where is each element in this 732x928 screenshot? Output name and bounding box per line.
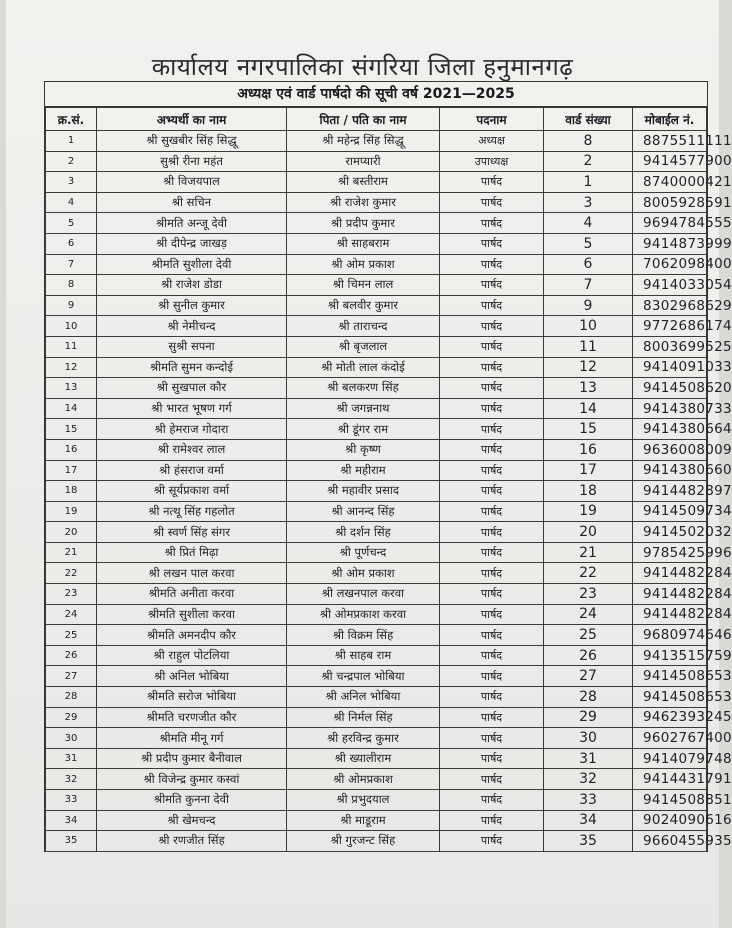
father-husband-name-cell: श्री बलवीर कुमार bbox=[287, 295, 440, 316]
mobile-number-cell: 9414508653 bbox=[633, 687, 707, 708]
table-row bbox=[46, 316, 707, 337]
table-header-row bbox=[46, 108, 707, 131]
father-husband-name-cell: श्री मोती लाल कंदोई bbox=[287, 357, 440, 378]
list-title: अध्यक्ष एवं वार्ड पार्षदो की सूची वर्ष 2021—2025 bbox=[45, 82, 707, 107]
serial-number-cell: 29 bbox=[46, 707, 97, 728]
mobile-number-cell: 9414380664 bbox=[633, 419, 707, 440]
candidate-name-cell: श्रीमति अन्जू देवी bbox=[97, 213, 287, 234]
father-husband-name-cell: श्री बलकरण सिंह bbox=[287, 378, 440, 399]
designation-cell: पार्षद bbox=[440, 810, 544, 831]
table-row bbox=[46, 481, 707, 502]
table-row bbox=[46, 645, 707, 666]
serial-number-cell: 10 bbox=[46, 316, 97, 337]
father-husband-name-cell: श्री गुरजन्ट सिंह bbox=[287, 831, 440, 852]
ward-number-cell: 7 bbox=[544, 275, 633, 296]
table-row bbox=[46, 419, 707, 440]
designation-cell: पार्षद bbox=[440, 357, 544, 378]
mobile-number-cell: 9414482897 bbox=[633, 481, 707, 502]
ward-number-cell: 25 bbox=[544, 625, 633, 646]
mobile-number-cell: 9772686174 bbox=[633, 316, 707, 337]
table-row bbox=[46, 769, 707, 790]
mobile-number-cell: 9414482284 bbox=[633, 563, 707, 584]
header-designation: पदनाम bbox=[440, 108, 544, 131]
designation-cell: पार्षद bbox=[440, 481, 544, 502]
father-husband-name-cell: श्री निर्मल सिंह bbox=[287, 707, 440, 728]
candidate-name-cell: श्री दीपेन्द्र जाखड़ bbox=[97, 233, 287, 254]
father-husband-name-cell: श्री माडूराम bbox=[287, 810, 440, 831]
table-row bbox=[46, 398, 707, 419]
ward-number-cell: 23 bbox=[544, 584, 633, 605]
mobile-number-cell: 9414033054 bbox=[633, 275, 707, 296]
father-husband-name-cell: श्री विक्रम सिंह bbox=[287, 625, 440, 646]
father-husband-name-cell: श्री दर्शन सिंह bbox=[287, 522, 440, 543]
table-row bbox=[46, 233, 707, 254]
candidate-name-cell: श्री विजेन्द्र कुमार कस्वां bbox=[97, 769, 287, 790]
designation-cell: पार्षद bbox=[440, 501, 544, 522]
ward-number-cell: 27 bbox=[544, 666, 633, 687]
document-sheet bbox=[6, 0, 732, 928]
designation-cell: अध्यक्ष bbox=[440, 131, 544, 152]
ward-number-cell: 13 bbox=[544, 378, 633, 399]
candidate-name-cell: श्री स्वर्ण सिंह संगर bbox=[97, 522, 287, 543]
mobile-number-cell: 8302968629 bbox=[633, 295, 707, 316]
father-husband-name-cell: श्री ओमप्रकाश करवा bbox=[287, 604, 440, 625]
candidate-name-cell: श्री विजयपाल bbox=[97, 172, 287, 193]
serial-number-cell: 22 bbox=[46, 563, 97, 584]
ward-number-cell: 8 bbox=[544, 131, 633, 152]
councillor-list bbox=[44, 81, 732, 852]
candidate-name-cell: सुश्री रीना महंत bbox=[97, 151, 287, 172]
ward-number-cell: 28 bbox=[544, 687, 633, 708]
ward-number-cell: 29 bbox=[544, 707, 633, 728]
serial-number-cell: 8 bbox=[46, 275, 97, 296]
table-row bbox=[46, 790, 707, 811]
mobile-number-cell: 8875511111 bbox=[633, 131, 707, 152]
serial-number-cell: 2 bbox=[46, 151, 97, 172]
candidate-name-cell: श्री खेमचन्द bbox=[97, 810, 287, 831]
serial-number-cell: 6 bbox=[46, 233, 97, 254]
serial-number-cell: 14 bbox=[46, 398, 97, 419]
candidate-name-cell: श्री राहुल पोटलिया bbox=[97, 645, 287, 666]
ward-number-cell: 15 bbox=[544, 419, 633, 440]
ward-number-cell: 10 bbox=[544, 316, 633, 337]
serial-number-cell: 19 bbox=[46, 501, 97, 522]
designation-cell: पार्षद bbox=[440, 666, 544, 687]
father-husband-name-cell: श्री ताराचन्द bbox=[287, 316, 440, 337]
father-husband-name-cell: श्री ओम प्रकाश bbox=[287, 563, 440, 584]
table-row bbox=[46, 687, 707, 708]
serial-number-cell: 4 bbox=[46, 192, 97, 213]
serial-number-cell: 35 bbox=[46, 831, 97, 852]
table-row bbox=[46, 439, 707, 460]
candidate-name-cell: श्री सचिन bbox=[97, 192, 287, 213]
ward-number-cell: 16 bbox=[544, 439, 633, 460]
ward-number-cell: 33 bbox=[544, 790, 633, 811]
mobile-number-cell: 9414508851 bbox=[633, 790, 707, 811]
table-row bbox=[46, 604, 707, 625]
ward-number-cell: 6 bbox=[544, 254, 633, 275]
serial-number-cell: 11 bbox=[46, 336, 97, 357]
mobile-number-cell: 9462393245 bbox=[633, 707, 707, 728]
mobile-number-cell: 9414508653 bbox=[633, 666, 707, 687]
ward-number-cell: 12 bbox=[544, 357, 633, 378]
table-row bbox=[46, 625, 707, 646]
father-husband-name-cell: रामप्यारी bbox=[287, 151, 440, 172]
mobile-number-cell: 9414380733 bbox=[633, 398, 707, 419]
father-husband-name-cell: श्री ओमप्रकाश bbox=[287, 769, 440, 790]
father-husband-name-cell: श्री पूर्णचन्द bbox=[287, 542, 440, 563]
candidate-name-cell: श्री रामेश्वर लाल bbox=[97, 439, 287, 460]
table-row bbox=[46, 748, 707, 769]
ward-number-cell: 32 bbox=[544, 769, 633, 790]
designation-cell: पार्षद bbox=[440, 254, 544, 275]
candidate-name-cell: श्री नेमीचन्द bbox=[97, 316, 287, 337]
table-row bbox=[46, 254, 707, 275]
table-row bbox=[46, 542, 707, 563]
father-husband-name-cell: श्री बस्तीराम bbox=[287, 172, 440, 193]
councillor-table bbox=[45, 107, 732, 852]
designation-cell: पार्षद bbox=[440, 275, 544, 296]
ward-number-cell: 17 bbox=[544, 460, 633, 481]
header-father-husband-name: पिता / पति का नाम bbox=[287, 108, 440, 131]
mobile-number-cell: 9414380660 bbox=[633, 460, 707, 481]
candidate-name-cell: श्रीमति मीनू गर्ग bbox=[97, 728, 287, 749]
father-husband-name-cell: श्री हरविन्द्र कुमार bbox=[287, 728, 440, 749]
table-row bbox=[46, 707, 707, 728]
designation-cell: उपाध्यक्ष bbox=[440, 151, 544, 172]
candidate-name-cell: श्री अनिल भोबिया bbox=[97, 666, 287, 687]
serial-number-cell: 7 bbox=[46, 254, 97, 275]
serial-number-cell: 33 bbox=[46, 790, 97, 811]
serial-number-cell: 21 bbox=[46, 542, 97, 563]
mobile-number-cell: 9636008009 bbox=[633, 439, 707, 460]
header-ward-number: वार्ड संख्या bbox=[544, 108, 633, 131]
father-husband-name-cell: श्री प्रदीप कुमार bbox=[287, 213, 440, 234]
designation-cell: पार्षद bbox=[440, 604, 544, 625]
mobile-number-cell: 9785425996 bbox=[633, 542, 707, 563]
mobile-number-cell: 9414079748 bbox=[633, 748, 707, 769]
ward-number-cell: 1 bbox=[544, 172, 633, 193]
ward-number-cell: 34 bbox=[544, 810, 633, 831]
ward-number-cell: 2 bbox=[544, 151, 633, 172]
candidate-name-cell: श्री प्रितं मिढ़ा bbox=[97, 542, 287, 563]
designation-cell: पार्षद bbox=[440, 563, 544, 584]
designation-cell: पार्षद bbox=[440, 460, 544, 481]
ward-number-cell: 19 bbox=[544, 501, 633, 522]
table-row bbox=[46, 172, 707, 193]
father-husband-name-cell: श्री लखनपाल करवा bbox=[287, 584, 440, 605]
father-husband-name-cell: श्री बृजलाल bbox=[287, 336, 440, 357]
father-husband-name-cell: श्री आनन्द सिंह bbox=[287, 501, 440, 522]
serial-number-cell: 17 bbox=[46, 460, 97, 481]
mobile-number-cell: 8005928591 bbox=[633, 192, 707, 213]
designation-cell: पार्षद bbox=[440, 192, 544, 213]
father-husband-name-cell: श्री महेन्द्र सिंह सिद्धू bbox=[287, 131, 440, 152]
ward-number-cell: 4 bbox=[544, 213, 633, 234]
ward-number-cell: 14 bbox=[544, 398, 633, 419]
mobile-number-cell: 9602767400 bbox=[633, 728, 707, 749]
serial-number-cell: 5 bbox=[46, 213, 97, 234]
mobile-number-cell: 9660455935 bbox=[633, 831, 707, 852]
designation-cell: पार्षद bbox=[440, 398, 544, 419]
mobile-number-cell: 7062098400 bbox=[633, 254, 707, 275]
table-row bbox=[46, 275, 707, 296]
table-row bbox=[46, 357, 707, 378]
designation-cell: पार्षद bbox=[440, 522, 544, 543]
ward-number-cell: 24 bbox=[544, 604, 633, 625]
table-row bbox=[46, 831, 707, 852]
ward-number-cell: 31 bbox=[544, 748, 633, 769]
designation-cell: पार्षद bbox=[440, 439, 544, 460]
designation-cell: पार्षद bbox=[440, 419, 544, 440]
father-husband-name-cell: श्री प्रभुदयाल bbox=[287, 790, 440, 811]
serial-number-cell: 31 bbox=[46, 748, 97, 769]
father-husband-name-cell: श्री महीराम bbox=[287, 460, 440, 481]
mobile-number-cell: 9414482284 bbox=[633, 604, 707, 625]
table-row bbox=[46, 460, 707, 481]
serial-number-cell: 12 bbox=[46, 357, 97, 378]
table-row bbox=[46, 563, 707, 584]
serial-number-cell: 23 bbox=[46, 584, 97, 605]
table-row bbox=[46, 522, 707, 543]
table-row bbox=[46, 213, 707, 234]
candidate-name-cell: श्रीमति सरोज भोबिया bbox=[97, 687, 287, 708]
candidate-name-cell: श्रीमति चरणजीत कौर bbox=[97, 707, 287, 728]
designation-cell: पार्षद bbox=[440, 728, 544, 749]
designation-cell: पार्षद bbox=[440, 316, 544, 337]
father-husband-name-cell: श्री चिमन लाल bbox=[287, 275, 440, 296]
candidate-name-cell: श्री लखन पाल करवा bbox=[97, 563, 287, 584]
father-husband-name-cell: श्री साहबराम bbox=[287, 233, 440, 254]
candidate-name-cell: श्रीमति सुशीला देवी bbox=[97, 254, 287, 275]
mobile-number-cell: 9414482284 bbox=[633, 584, 707, 605]
designation-cell: पार्षद bbox=[440, 707, 544, 728]
candidate-name-cell: श्रीमति सुमन कन्दोई bbox=[97, 357, 287, 378]
mobile-number-cell: 9680974646 bbox=[633, 625, 707, 646]
designation-cell: पार्षद bbox=[440, 295, 544, 316]
mobile-number-cell: 9694784555 bbox=[633, 213, 707, 234]
ward-number-cell: 18 bbox=[544, 481, 633, 502]
candidate-name-cell: श्री हेमराज गोदारा bbox=[97, 419, 287, 440]
table-row bbox=[46, 666, 707, 687]
table-row bbox=[46, 192, 707, 213]
father-husband-name-cell: श्री अनिल भोबिया bbox=[287, 687, 440, 708]
ward-number-cell: 9 bbox=[544, 295, 633, 316]
designation-cell: पार्षद bbox=[440, 584, 544, 605]
serial-number-cell: 1 bbox=[46, 131, 97, 152]
table-row bbox=[46, 336, 707, 357]
serial-number-cell: 24 bbox=[46, 604, 97, 625]
ward-number-cell: 22 bbox=[544, 563, 633, 584]
serial-number-cell: 27 bbox=[46, 666, 97, 687]
designation-cell: पार्षद bbox=[440, 378, 544, 399]
father-husband-name-cell: श्री जगन्ननाथ bbox=[287, 398, 440, 419]
designation-cell: पार्षद bbox=[440, 748, 544, 769]
mobile-number-cell: 9414508620 bbox=[633, 378, 707, 399]
ward-number-cell: 11 bbox=[544, 336, 633, 357]
designation-cell: पार्षद bbox=[440, 542, 544, 563]
office-title: कार्यालय नगरपालिका संगरिया जिला हनुमानगढ़ bbox=[151, 53, 574, 81]
table-row bbox=[46, 295, 707, 316]
candidate-name-cell: श्री सुनील कुमार bbox=[97, 295, 287, 316]
serial-number-cell: 16 bbox=[46, 439, 97, 460]
designation-cell: पार्षद bbox=[440, 645, 544, 666]
serial-number-cell: 28 bbox=[46, 687, 97, 708]
mobile-number-cell: 9414509734 bbox=[633, 501, 707, 522]
serial-number-cell: 34 bbox=[46, 810, 97, 831]
table-row bbox=[46, 728, 707, 749]
candidate-name-cell: श्री भारत भूषण गर्ग bbox=[97, 398, 287, 419]
mobile-number-cell: 9414873999 bbox=[633, 233, 707, 254]
candidate-name-cell: सुश्री सपना bbox=[97, 336, 287, 357]
candidate-name-cell: श्री रणजीत सिंह bbox=[97, 831, 287, 852]
designation-cell: पार्षद bbox=[440, 233, 544, 254]
designation-cell: पार्षद bbox=[440, 213, 544, 234]
designation-cell: पार्षद bbox=[440, 625, 544, 646]
candidate-name-cell: श्रीमति सुशीला करवा bbox=[97, 604, 287, 625]
ward-number-cell: 20 bbox=[544, 522, 633, 543]
candidate-name-cell: श्री हंसराज वर्मा bbox=[97, 460, 287, 481]
ward-number-cell: 21 bbox=[544, 542, 633, 563]
father-husband-name-cell: श्री महावीर प्रसाद bbox=[287, 481, 440, 502]
mobile-number-cell: 9414091033 bbox=[633, 357, 707, 378]
ward-number-cell: 3 bbox=[544, 192, 633, 213]
father-husband-name-cell: श्री साहब राम bbox=[287, 645, 440, 666]
candidate-name-cell: श्रीमति कुनना देवी bbox=[97, 790, 287, 811]
designation-cell: पार्षद bbox=[440, 172, 544, 193]
candidate-name-cell: श्री सुखपाल कौर bbox=[97, 378, 287, 399]
designation-cell: पार्षद bbox=[440, 687, 544, 708]
father-husband-name-cell: श्री डूंगर राम bbox=[287, 419, 440, 440]
table-row bbox=[46, 378, 707, 399]
header-candidate-name: अभ्यर्थी का नाम bbox=[97, 108, 287, 131]
serial-number-cell: 20 bbox=[46, 522, 97, 543]
mobile-number-cell: 8003699525 bbox=[633, 336, 707, 357]
serial-number-cell: 30 bbox=[46, 728, 97, 749]
serial-number-cell: 25 bbox=[46, 625, 97, 646]
table-row bbox=[46, 501, 707, 522]
table-row bbox=[46, 131, 707, 152]
ward-number-cell: 30 bbox=[544, 728, 633, 749]
header-serial: क्र.सं. bbox=[46, 108, 97, 131]
serial-number-cell: 26 bbox=[46, 645, 97, 666]
mobile-number-cell: 9413515759 bbox=[633, 645, 707, 666]
father-husband-name-cell: श्री कृष्ण bbox=[287, 439, 440, 460]
table-row bbox=[46, 151, 707, 172]
designation-cell: पार्षद bbox=[440, 790, 544, 811]
serial-number-cell: 3 bbox=[46, 172, 97, 193]
table-row bbox=[46, 810, 707, 831]
mobile-number-cell: 9024090616 bbox=[633, 810, 707, 831]
header-mobile-number: मोबाईल नं. bbox=[633, 108, 707, 131]
table-body bbox=[46, 131, 732, 852]
ward-number-cell: 35 bbox=[544, 831, 633, 852]
candidate-name-cell: श्रीमति अनीता करवा bbox=[97, 584, 287, 605]
candidate-name-cell: श्री राजेश डोडा bbox=[97, 275, 287, 296]
ward-number-cell: 26 bbox=[544, 645, 633, 666]
serial-number-cell: 13 bbox=[46, 378, 97, 399]
father-husband-name-cell: श्री ओम प्रकाश bbox=[287, 254, 440, 275]
designation-cell: पार्षद bbox=[440, 336, 544, 357]
candidate-name-cell: श्री प्रदीप कुमार बैनीवाल bbox=[97, 748, 287, 769]
table-row bbox=[46, 584, 707, 605]
serial-number-cell: 32 bbox=[46, 769, 97, 790]
candidate-name-cell: श्री सूर्यप्रकाश वर्मा bbox=[97, 481, 287, 502]
candidate-name-cell: श्री नत्थू सिंह गहलोत bbox=[97, 501, 287, 522]
serial-number-cell: 18 bbox=[46, 481, 97, 502]
designation-cell: पार्षद bbox=[440, 769, 544, 790]
designation-cell: पार्षद bbox=[440, 831, 544, 852]
candidate-name-cell: श्री सुखबीर सिंह सिद्धू bbox=[97, 131, 287, 152]
candidate-name-cell: श्रीमति अमनदीप कौर bbox=[97, 625, 287, 646]
ward-number-cell: 5 bbox=[544, 233, 633, 254]
father-husband-name-cell: श्री चन्द्रपाल भोबिया bbox=[287, 666, 440, 687]
mobile-number-cell: 9414502032 bbox=[633, 522, 707, 543]
serial-number-cell: 15 bbox=[46, 419, 97, 440]
serial-number-cell: 9 bbox=[46, 295, 97, 316]
mobile-number-cell: 9414431791 bbox=[633, 769, 707, 790]
father-husband-name-cell: श्री ख्यालीराम bbox=[287, 748, 440, 769]
mobile-number-cell: 9414577900 bbox=[633, 151, 707, 172]
mobile-number-cell: 8740000421 bbox=[633, 172, 707, 193]
father-husband-name-cell: श्री राजेश कुमार bbox=[287, 192, 440, 213]
